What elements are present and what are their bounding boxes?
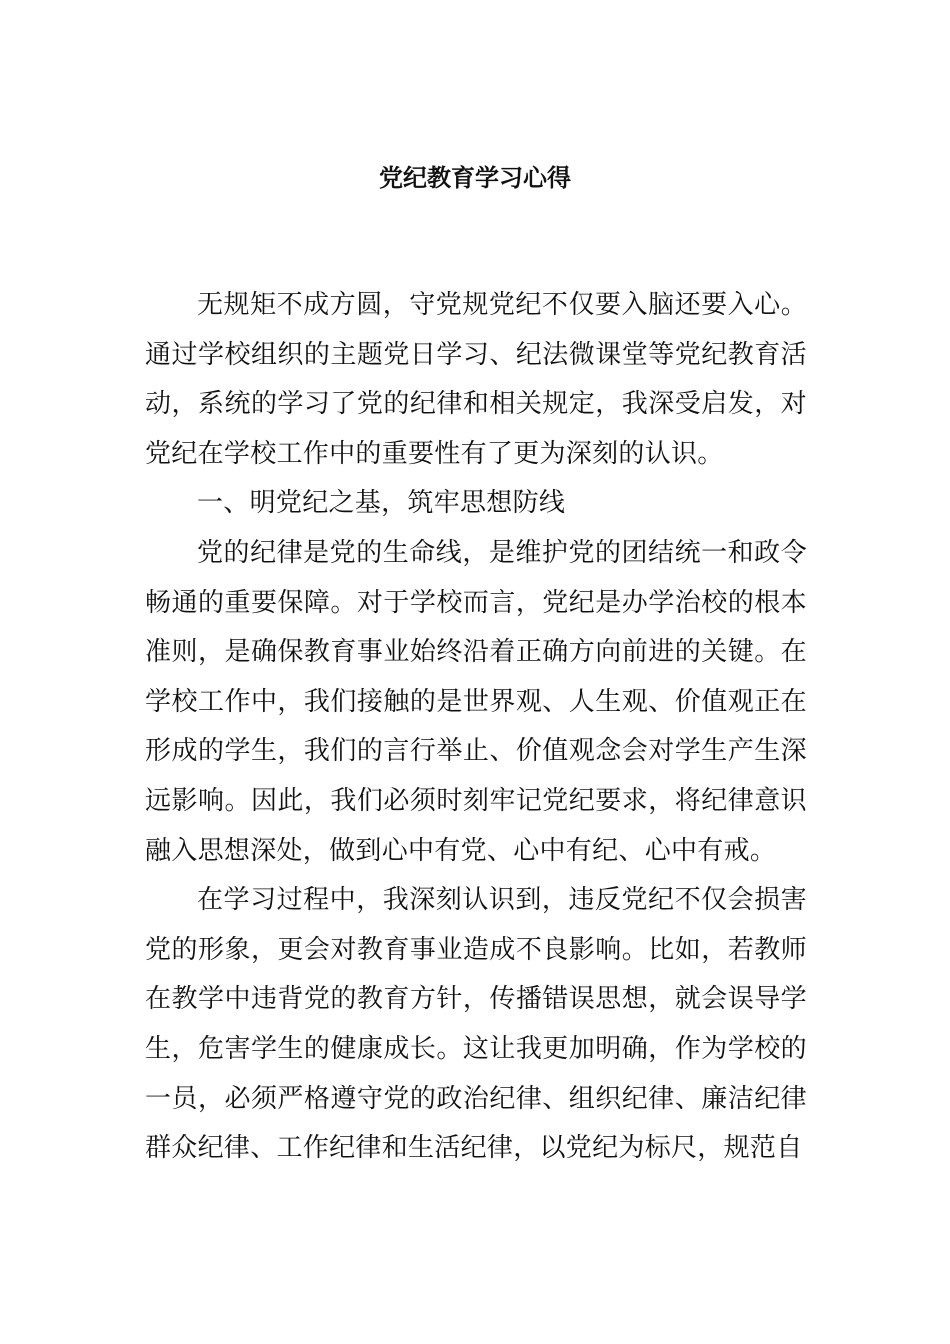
body-paragraph: 党的纪律是党的生命线，是维护党的团结统一和政令畅通的重要保障。对于学校而言，党纪是办学治校的根本准则，是确保教育事业始终沿着正确方向前进的关键。在学校工作中，我们接触的是世界观、人生观、价值观正在形成的学生，我们的言行举止、价值观念会对学生产生深远影响。因此，我们必须时刻牢记党纪要求，将纪律意识融入思想深处，做到心中有党、心中有纪、心中有戒。 [145, 537, 807, 866]
body-paragraph: 在学习过程中，我深刻认识到，违反党纪不仅会损害党的形象，更会对教育事业造成不良影响。比如，若教师在教学中违背党的教育方针，传播错误思想，就会误导学生，危害学生的健康成长。这让我更加明确，作为学校的一员，必须严格遵守党的政治纪律、组织纪律、廉洁纪律群众纪律、工作纪律和生活纪律，以党纪为标尺，规范自 [145, 885, 807, 1164]
section-heading: 一、明党纪之基，筑牢思想防线 [197, 488, 566, 519]
intro-paragraph: 无规矩不成方圆，守党规党纪不仅要入脑还要入心。通过学校组织的主题党日学习、纪法微课堂等党纪教育活动，系统的学习了党的纪律和相关规定，我深受启发，对党纪在学校工作中的重要性有了更为深刻的认识。 [145, 290, 807, 469]
document-body [145, 281, 807, 1174]
document-title: 党纪教育学习心得 [379, 164, 571, 192]
